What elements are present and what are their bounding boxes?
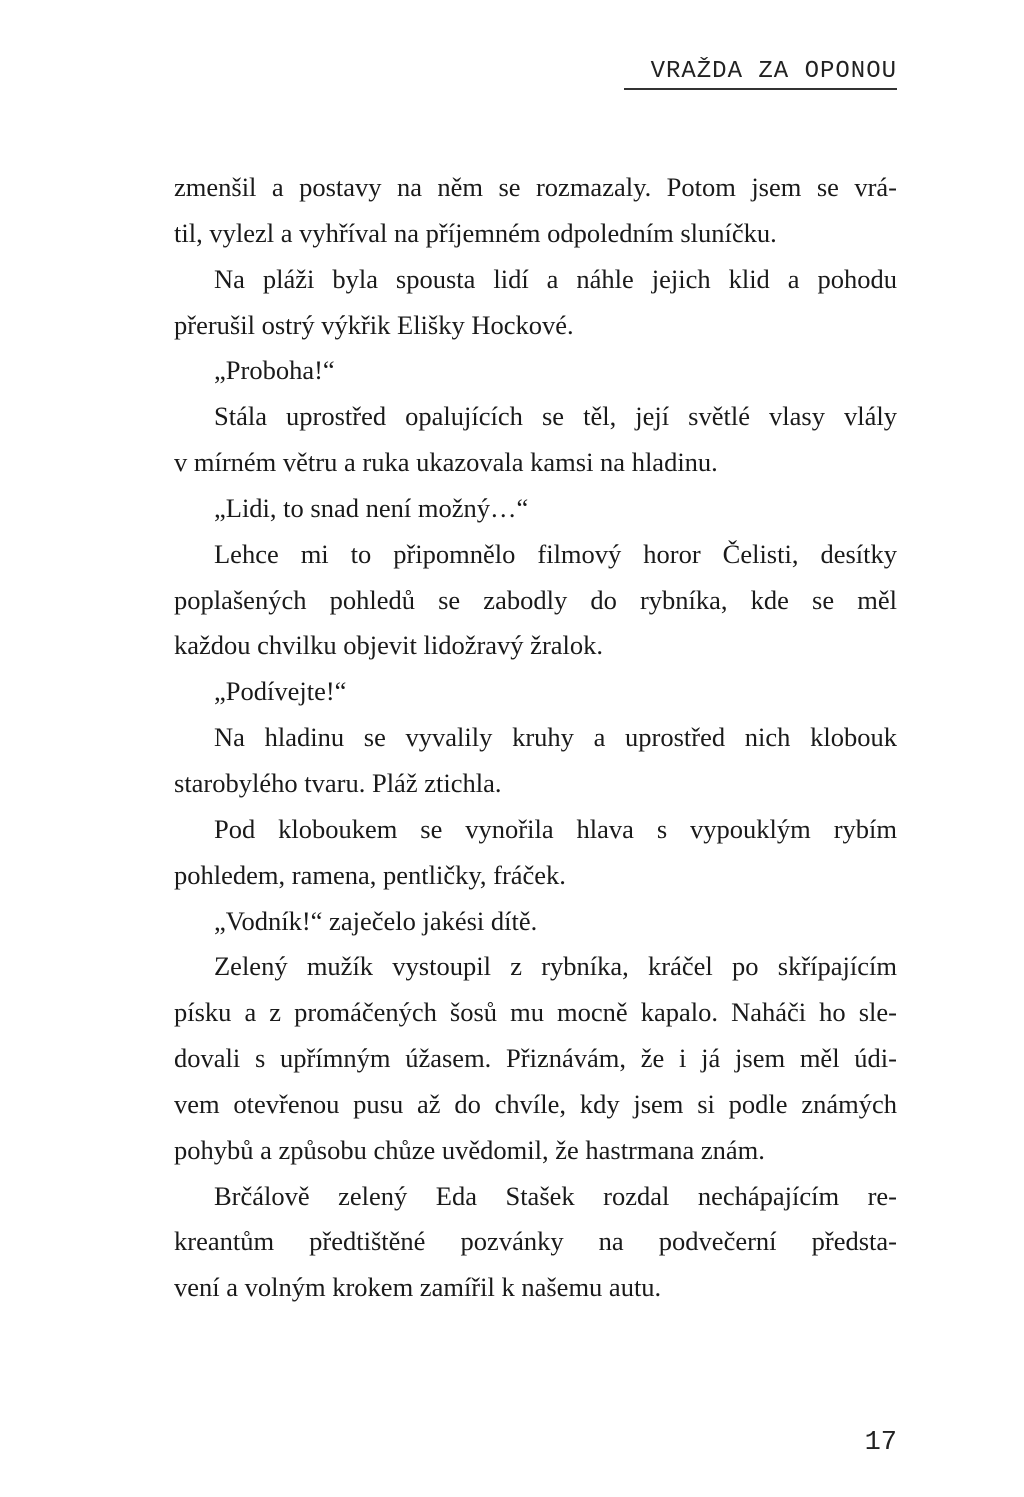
text-line: starobylého tvaru. Pláž ztichla. <box>174 767 502 798</box>
text-line: písku a z promáčených šosů mu mocně kapalo. Naháči ho sle- <box>174 997 897 1028</box>
running-header: VRAŽDA ZA OPONOU <box>650 58 897 85</box>
text-line: přerušil ostrý výkřik Elišky Hockové. <box>174 309 574 340</box>
text-line: kreantům předtištěné pozvánky na podvečerní předsta- <box>174 1226 897 1257</box>
body-text <box>174 165 897 1311</box>
header-rule <box>624 88 897 90</box>
text-line: Na pláži byla spousta lidí a náhle jejich klid a pohodu <box>214 263 897 294</box>
text-line: „Vodník!“ zaječelo jakési dítě. <box>214 905 538 936</box>
text-line: zmenšil a postavy na něm se rozmazaly. Potom jsem se vrá- <box>174 172 897 202</box>
text-line: Stála uprostřed opalujících se těl, její světlé vlasy vlály <box>214 401 897 432</box>
text-line: poplašených pohledů se zabodly do rybníka, kde se měl <box>174 584 897 615</box>
text-line: Zelený mužík vystoupil z rybníka, kráčel po skřípajícím <box>214 951 897 982</box>
text-line: „Podívejte!“ <box>214 676 347 707</box>
text-line: „Proboha!“ <box>214 355 335 386</box>
text-line: vem otevřenou pusu až do chvíle, kdy jsem si podle známých <box>174 1088 897 1119</box>
page-number: 17 <box>864 1428 897 1458</box>
text-line: pohybů a způsobu chůze uvědomil, že hastrmana znám. <box>174 1134 765 1165</box>
text-line: Brčálově zelený Eda Stašek rozdal nechápajícím re- <box>214 1180 897 1211</box>
text-line: Na hladinu se vyvalily kruhy a uprostřed nich klobouk <box>214 722 897 753</box>
text-line: „Lidi, to snad není možný…“ <box>214 492 529 523</box>
text-line: dovali s upřímným úžasem. Přiznávám, že i já jsem měl údi- <box>174 1043 897 1074</box>
text-line: v mírném větru a ruka ukazovala kamsi na hladinu. <box>174 447 718 478</box>
text-line: Pod kloboukem se vynořila hlava s vypouklým rybím <box>214 813 897 844</box>
text-line: vení a volným krokem zamířil k našemu autu. <box>174 1272 662 1303</box>
text-line: til, vylezl a vyhříval na příjemném odpoledním sluníčku. <box>174 217 777 248</box>
text-line: pohledem, ramena, pentličky, fráček. <box>174 859 566 890</box>
text-line: každou chvilku objevit lidožravý žralok. <box>174 630 604 661</box>
text-line: Lehce mi to připomnělo filmový horor Čelisti, desítky <box>214 538 897 569</box>
